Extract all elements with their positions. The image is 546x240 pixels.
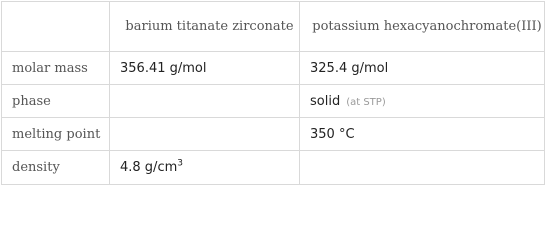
row-label-density: density (2, 151, 110, 185)
corner-cell (2, 2, 110, 52)
properties-table (1, 1, 545, 185)
phase-value-text: solid (310, 93, 341, 109)
molar-mass-value-col2: 325.4 g/mol (300, 52, 545, 85)
density-value-col1 (110, 151, 300, 185)
phase-condition-note: (at STP) (346, 96, 386, 108)
phase-value-col1 (110, 85, 300, 118)
phase-value-col2 (300, 85, 545, 118)
header-row (2, 2, 545, 52)
row-label-melting-point: melting point (2, 118, 110, 151)
melting-point-value-col2: 350 °C (300, 118, 545, 151)
table-row-phase (2, 85, 545, 118)
table-row-molar-mass (2, 52, 545, 85)
melting-point-value-col1 (110, 118, 300, 151)
column-header-barium-titanate-zirconate: barium titanate zirconate (110, 2, 300, 52)
table-row-density (2, 151, 545, 185)
table-row-melting-point (2, 118, 545, 151)
density-value-col2 (300, 151, 545, 185)
density-value-text: 4.8 g/cm (120, 160, 178, 175)
density-unit-exponent: 3 (177, 158, 183, 169)
molar-mass-value-col1: 356.41 g/mol (110, 52, 300, 85)
row-label-phase: phase (2, 85, 110, 118)
column-header-potassium-hexacyanochromate: potassium hexacyanochromate(III) (300, 2, 545, 52)
row-label-molar-mass: molar mass (2, 52, 110, 85)
